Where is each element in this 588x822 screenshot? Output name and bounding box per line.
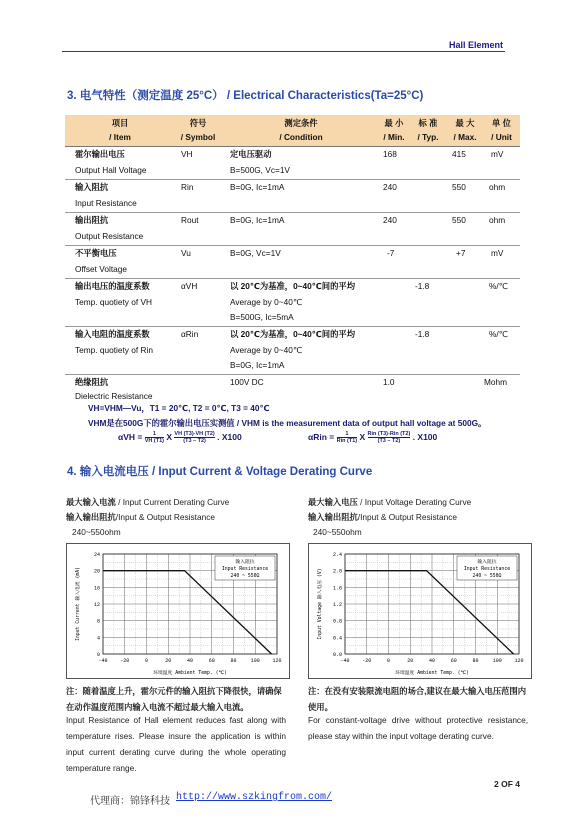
left-range: 240~550ohm: [72, 527, 121, 537]
current-derating-chart-svg: [67, 544, 289, 678]
legend-entry: 输入阻抗: [235, 560, 255, 565]
row-min: 240: [383, 215, 397, 225]
row-item-cn: 霍尔输出电压: [75, 149, 125, 159]
row-min: 1.0: [383, 377, 395, 387]
y-axis-label: Input Voltage 输入电压 (V): [318, 568, 323, 640]
header-max: 最 大 / Max.: [453, 118, 477, 142]
section-4-title-en: / Input Current & Voltage Derating Curve: [152, 466, 373, 478]
row-symbol: Vu: [181, 248, 191, 258]
left-note-en: Input Resistance of Hall element reduces fast along with temperature rises. Please insure the application is within input current derating curve during the whole operating temperature range.: [66, 715, 286, 773]
x-tick-label: 80: [472, 658, 479, 664]
row-max: 415: [452, 149, 466, 159]
row-max: 550: [452, 182, 466, 192]
table-row: [65, 246, 520, 279]
multiply-sign: X: [359, 431, 366, 442]
row-unit: %/℃: [489, 329, 509, 339]
row-item-en: Input Resistance: [75, 198, 137, 208]
footer-agent: 代理商：锦锋科技: [90, 796, 170, 807]
row-symbol: αVH: [181, 281, 198, 291]
x-tick-label: 40: [428, 658, 436, 664]
x-tick-label: -20: [362, 658, 372, 664]
y-tick-label: 16: [93, 585, 100, 592]
legend-entry: 240 ~ 550Ω: [472, 574, 502, 579]
row-condition: 100V DC: [230, 377, 264, 387]
row-max: +7: [456, 248, 466, 258]
row-condition: B=0G, Ic=1mA: [230, 215, 285, 225]
table-row: [65, 279, 520, 327]
section-3-title-cn: 电气特性（测定温度 25°C）: [79, 90, 224, 102]
y-tick-label: 0.0: [332, 652, 342, 658]
y-tick-label: 0.8: [332, 618, 342, 625]
y-tick-label: 1.2: [332, 602, 342, 608]
row-item-cn: 输出电压的温度系数: [75, 281, 150, 291]
footer-website-link[interactable]: http://www.szkingfrom.com/: [176, 792, 333, 803]
row-condition: B=500G, Vc=1V: [230, 165, 290, 175]
row-condition: B=0G, Ic=1mA: [230, 182, 285, 192]
section-4-title: [67, 463, 372, 479]
x-tick-label: -40: [98, 658, 108, 664]
row-min: 240: [383, 182, 397, 192]
fraction: [368, 431, 411, 444]
header-unit: 单 位 / Unit: [491, 118, 512, 142]
header-typ: 标 准 / Typ.: [417, 118, 439, 142]
numerator: 1: [145, 431, 164, 438]
fraction: [145, 431, 164, 444]
row-item-en: Dielectric Resistance: [75, 391, 153, 401]
formula-lhs: αRin =: [308, 431, 335, 442]
x-tick-label: 40: [186, 658, 194, 664]
electrical-characteristics-table: [65, 115, 520, 405]
note-vhm: VHM是在500G下的霍尔输出电压实测值 / VHM is the measurement data of output hall voltage at 500G。: [88, 418, 487, 428]
row-item-cn: 输出阻抗: [75, 215, 109, 225]
y-axis-label: Input Current 输入电流 (mA): [76, 566, 81, 642]
y-tick-label: 2.4: [332, 552, 342, 558]
note-definition: VH=VHM—Vu，T1 = 20℃, T2 = 0℃, T3 = 40℃: [88, 403, 270, 413]
document-header-title: Hall Element: [448, 40, 503, 50]
voltage-derating-chart: [308, 543, 532, 679]
row-item-cn: 输入阻抗: [75, 182, 109, 192]
x-tick-label: 120: [514, 658, 524, 664]
row-item-en: Temp. quotiety of Rin: [75, 345, 153, 355]
header-condition: 测定条件 / Condition: [279, 118, 323, 142]
y-tick-label: 2.0: [332, 568, 342, 575]
row-unit: %/℃: [489, 281, 509, 291]
y-tick-label: 24: [93, 552, 100, 558]
header-min: 最 小 / Min.: [383, 118, 405, 142]
formula-tail: . X100: [217, 431, 242, 442]
x-tick-label: -40: [340, 658, 350, 664]
numerator: VH (T3)-VH (T2): [174, 431, 215, 437]
y-tick-label: 8: [96, 618, 100, 625]
table-row: [65, 327, 520, 375]
section-3-number: 3.: [67, 90, 77, 102]
multiply-sign: X: [166, 431, 173, 442]
row-symbol: Rout: [181, 215, 199, 225]
row-item-cn: 绝缘阻抗: [75, 377, 109, 387]
y-tick-label: 4: [96, 635, 100, 642]
header-item: 项目 / Item: [109, 118, 131, 142]
section-3-title-en: / Electrical Characteristics(Ta=25°C): [226, 90, 424, 102]
row-item-en: Output Resistance: [75, 231, 144, 241]
table-row: [65, 375, 520, 405]
right-subtitle-2: 输入输出阻抗/Input & Output Resistance: [308, 512, 457, 522]
row-unit: ohm: [489, 215, 506, 225]
x-axis-label: 环境温度 Ambient Temp. (℃): [395, 671, 469, 676]
y-tick-label: 0.4: [332, 635, 342, 642]
x-tick-label: 80: [230, 658, 237, 664]
voltage-derating-chart-svg: [309, 544, 531, 678]
row-condition: 以 20℃为基准，0~40℃间的平均: [230, 281, 355, 291]
numerator: 1: [337, 431, 357, 438]
table-header: [65, 115, 520, 147]
row-min: -7: [387, 248, 395, 258]
left-note-cn: 注：随着温度上升，霍尔元件的输入阻抗下降很快，请确保在动作温度范围内输入电流不超过最大输入电流。: [66, 686, 282, 712]
x-tick-label: 60: [208, 658, 215, 664]
x-tick-label: 100: [492, 658, 502, 664]
table-row: [65, 147, 520, 180]
x-tick-label: 0: [386, 658, 391, 664]
row-unit: Mohm: [484, 377, 508, 387]
row-symbol: αRin: [181, 329, 199, 339]
legend-entry: Input Resistance: [221, 567, 269, 572]
y-tick-label: 20: [93, 568, 100, 575]
x-tick-label: -20: [120, 658, 130, 664]
row-unit: ohm: [489, 182, 506, 192]
fraction: [174, 431, 214, 444]
y-tick-label: 1.6: [332, 585, 342, 592]
row-unit: mV: [491, 248, 504, 258]
numerator: Rin (T3)-Rin (T2): [367, 431, 411, 437]
table-row: [65, 180, 520, 213]
header-symbol: 符号 / Symbol: [180, 118, 216, 142]
row-condition: 定电压驱动: [230, 149, 272, 159]
row-unit: mV: [491, 149, 504, 159]
row-item-en: Offset Voltage: [75, 264, 127, 274]
row-typ: -1.8: [415, 329, 430, 339]
row-condition: Average by 0~40℃: [230, 296, 303, 307]
denominator: VH (T1): [144, 438, 164, 444]
row-typ: -1.8: [415, 281, 430, 291]
legend-entry: 输入阻抗: [477, 560, 497, 565]
x-tick-label: 100: [250, 658, 260, 664]
denominator: (T3 – T2): [183, 438, 206, 444]
x-tick-label: 120: [272, 658, 282, 664]
row-condition: 以 20℃为基准，0~40℃间的平均: [230, 329, 355, 339]
y-tick-label: 12: [93, 602, 100, 608]
right-note-en: For constant-voltage drive without protective resistance, please stay within the input voltage derating curve.: [308, 715, 528, 741]
row-item-en: Output Hall Voltage: [75, 165, 147, 175]
x-axis-label: 环境温度 Ambient Temp. (℃): [153, 671, 227, 676]
section-4-number: 4.: [67, 466, 77, 478]
table-row: [65, 213, 520, 246]
y-tick-label: 0: [96, 652, 100, 658]
fraction: [337, 431, 357, 444]
row-min: 168: [383, 149, 397, 159]
section-4-title-cn: 输入电流电压: [79, 466, 149, 478]
row-item-en: Temp. quotiety of VH: [75, 297, 153, 307]
x-tick-label: 20: [165, 658, 172, 664]
right-range: 240~550ohm: [313, 527, 362, 537]
formula-lhs: αVH =: [118, 431, 143, 442]
legend-entry: 240 ~ 550Ω: [230, 574, 260, 579]
left-subtitle-1: 最大输入电流 / Input Current Derating Curve: [66, 497, 230, 507]
row-condition: B=0G, Ic=1mA: [230, 360, 285, 370]
page-number: 2 OF 4: [494, 779, 520, 789]
x-tick-label: 0: [144, 658, 149, 664]
right-subtitle-1: 最大输入电压 / Input Voltage Derating Curve: [308, 497, 472, 507]
current-derating-chart: [66, 543, 290, 679]
left-subtitle-2: 输入输出阻抗/Input & Output Resistance: [66, 512, 215, 522]
row-condition: Average by 0~40℃: [230, 344, 303, 355]
row-condition: B=500G, Ic=5mA: [230, 312, 294, 322]
formula-alpha-vh: [118, 431, 242, 444]
x-tick-label: 60: [450, 658, 457, 664]
row-item-cn: 不平衡电压: [75, 248, 117, 258]
row-symbol: VH: [181, 149, 193, 159]
formula-tail: . X100: [412, 431, 438, 442]
denominator: (T3 – T2): [377, 438, 401, 444]
header-divider: [62, 51, 505, 52]
section-3-title: [67, 87, 423, 103]
formula-alpha-rin: [308, 431, 437, 444]
x-tick-label: 20: [407, 658, 414, 664]
row-item-cn: 输入电阻的温度系数: [75, 329, 150, 339]
legend-entry: Input Resistance: [463, 567, 511, 572]
row-max: 550: [452, 215, 466, 225]
denominator: Rin (T1): [336, 438, 358, 444]
row-condition: B=0G, Vc=1V: [230, 248, 281, 258]
right-note-cn: 注：在没有安装限流电阻的场合,建议在最大输入电压范围内使用。: [308, 686, 527, 712]
row-symbol: Rin: [181, 182, 194, 192]
